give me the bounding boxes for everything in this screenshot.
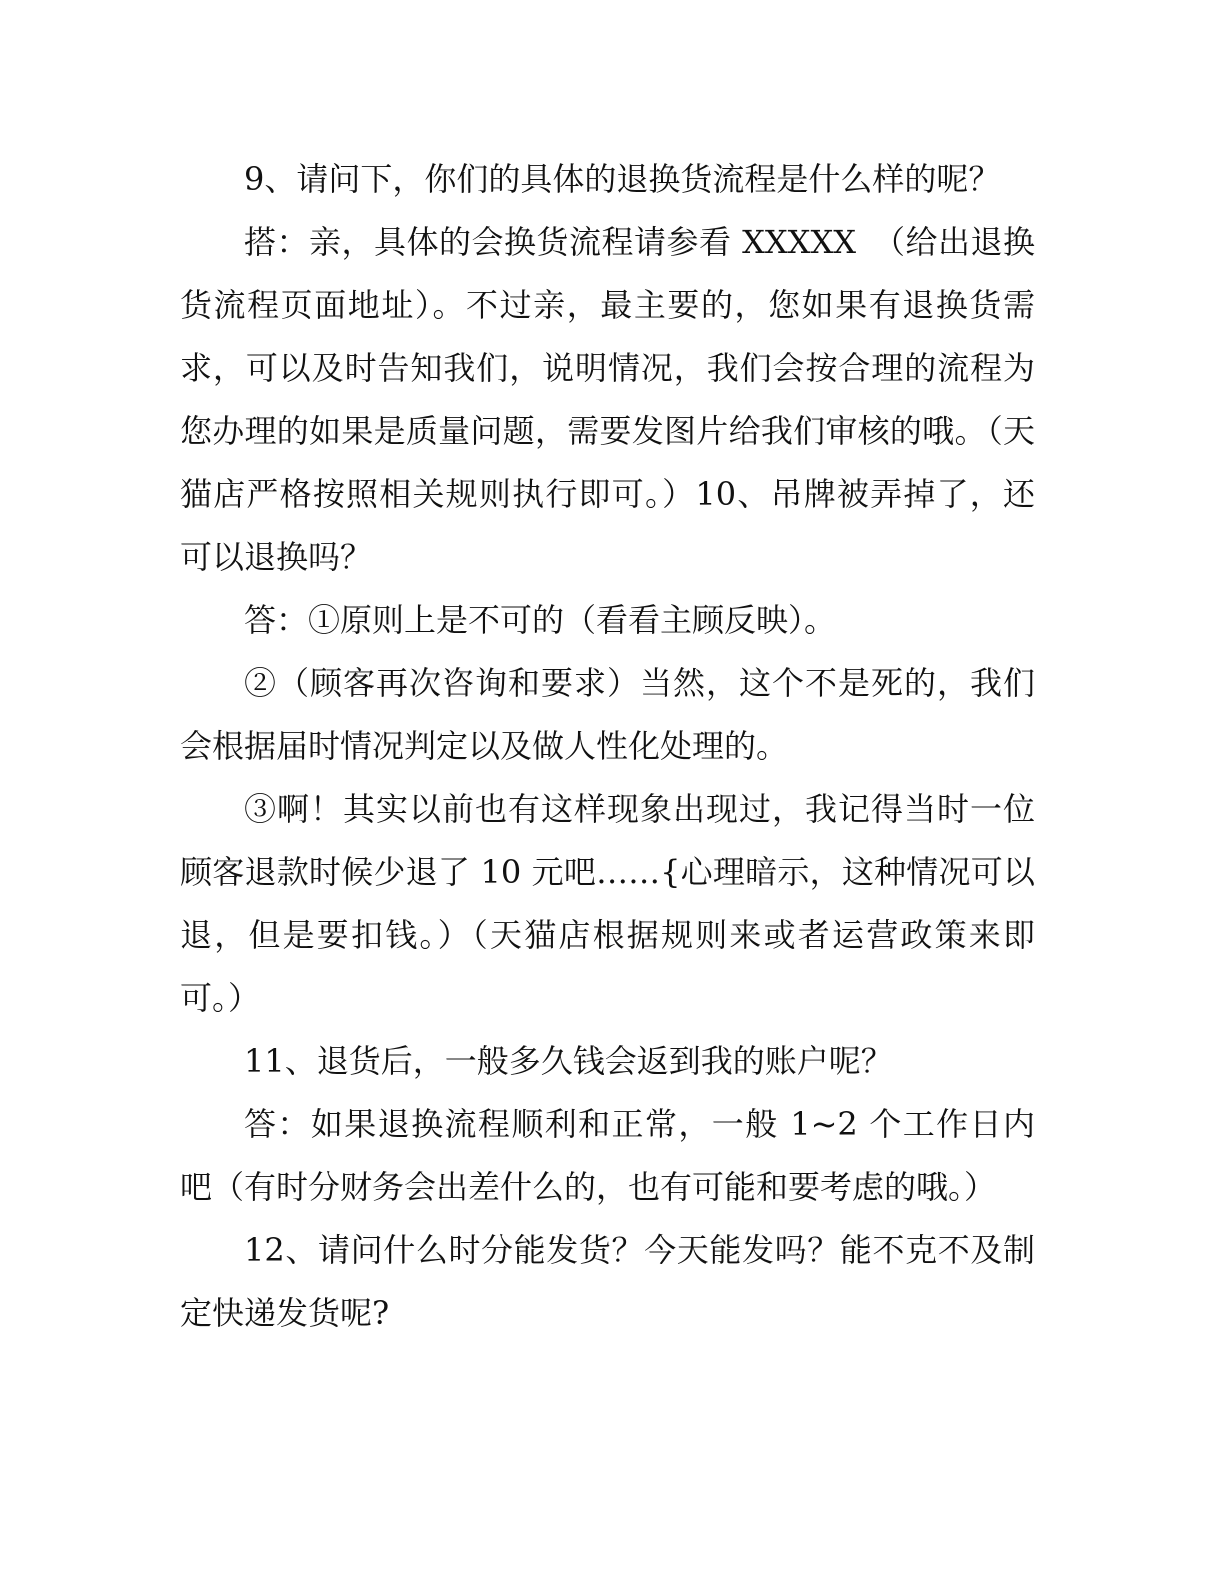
paragraph-question-12: 12、请问什么时分能发货？今天能发吗？能不克不及制定快递发货呢?: [180, 1231, 1035, 1332]
paragraph-answer-10-part-2: ②（顾客再次咨询和要求）当然，这个不是死的，我们会根据届时情况判定以及做人性化处理的。: [180, 664, 1035, 765]
paragraph-answer-11: 答：如果退换流程顺利和正常，一般 1~2 个工作日内吧（有时分财务会出差什么的，也有可能和要考虑的哦。）: [180, 1105, 1035, 1206]
paragraph-question-9: 9、请问下，你们的具体的退换货流程是什么样的呢？: [244, 160, 1001, 198]
paragraph-answer-10-part-1: 答：①原则上是不可的（看看主顾反映）。: [244, 601, 837, 639]
document-body: [180, 148, 1035, 1345]
paragraph-answer-9-question-10: 搭：亲，具体的会换货流程请参看 XXXXX （给出退换货流程页面地址）。不过亲，最主要的，您如果有退换货需求，可以及时告知我们，说明情况，我们会按合理的流程为您办理的如果是质量问题，需要发图片给我们审核的哦。（天猫店严格按照相关规则执行即可。）10、吊牌被弄掉了，还可以退换吗？: [180, 223, 1035, 576]
paragraph-answer-10-part-3: ③啊！其实以前也有这样现象出现过，我记得当时一位顾客退款时候少退了 10 元吧……{心理暗示，这种情况可以退，但是要扣钱。）（天猫店根据规则来或者运营政策来即可。）: [180, 790, 1035, 1017]
paragraph-question-11: 11、退货后，一般多久钱会返到我的账户呢？: [244, 1042, 893, 1080]
